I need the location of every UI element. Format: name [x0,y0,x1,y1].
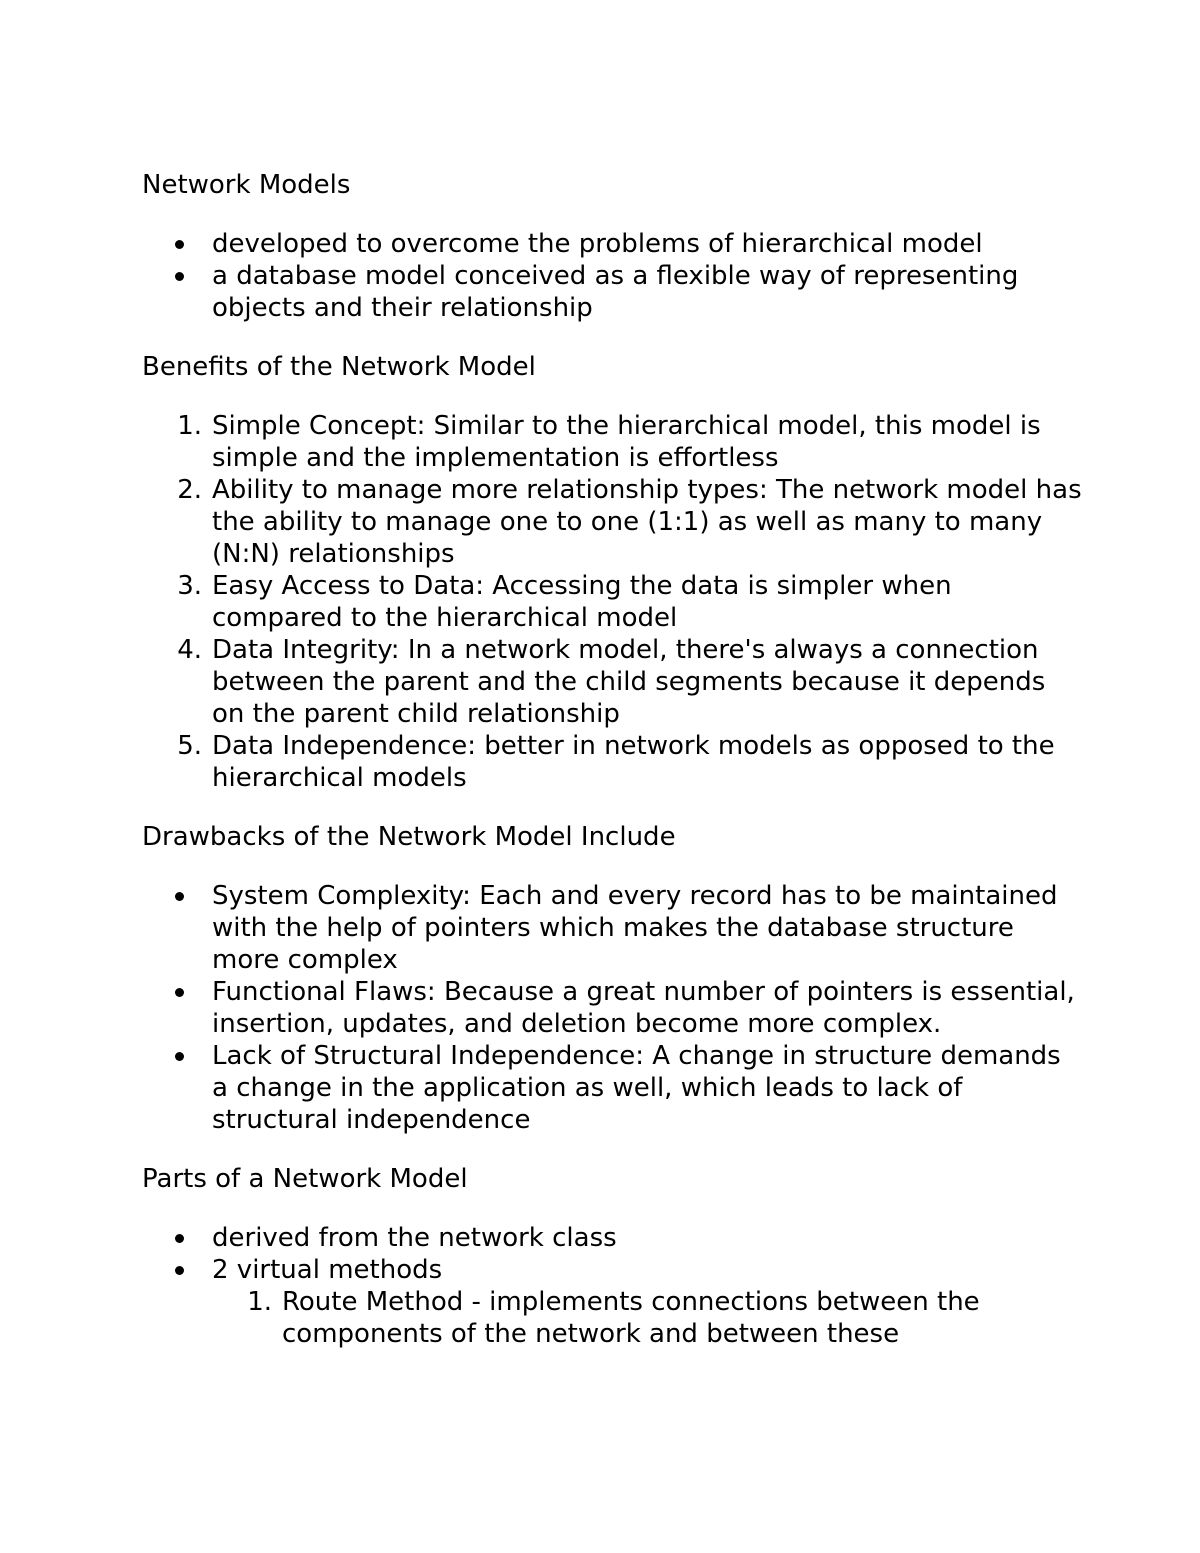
list-item: developed to overcome the problems of hierarchical model [142,228,1082,260]
list-item [142,570,1082,634]
list-item-text: Route Method - implements connections between the components of the network and between these [282,1287,980,1349]
list-number: 1. [177,411,202,441]
list-item-text: Simple Concept: Similar to the hierarchical model, this model is simple and the implementation is effortless [212,411,1041,473]
list-item-text: 2 virtual methods [212,1255,443,1285]
list-item: Functional Flaws: Because a great number of pointers is essential, insertion, updates, and deletion become more complex. [142,976,1082,1040]
list-item: System Complexity: Each and every record has to be maintained with the help of pointers which makes the database structure more complex [142,880,1082,976]
numbered-list [142,410,1082,794]
list-item [142,634,1082,730]
list-item-text: Ability to manage more relationship types: The network model has the ability to manage one to one (1:1) as well as many to many (N:N) relationships [212,475,1082,569]
bullet-list [142,880,1082,1136]
list-item: a database model conceived as a flexible way of representing objects and their relationship [142,260,1082,324]
section-heading-network-models: Network Models [142,170,351,200]
list-number: 3. [177,571,202,601]
list-item-text: Data Independence: better in network models as opposed to the hierarchical models [212,731,1055,793]
bullet-list [142,1222,1082,1350]
list-number: 1. [247,1287,272,1317]
list-number: 4. [177,635,202,665]
list-item: derived from the network class [142,1222,1082,1254]
section-heading-benefits: Benefits of the Network Model [142,352,536,382]
list-item [142,410,1082,474]
list-item-text: Easy Access to Data: Accessing the data is simpler when compared to the hierarchical model [212,571,952,633]
list-item: Lack of Structural Independence: A change in structure demands a change in the application as well, which leads to lack of structural independence [142,1040,1082,1136]
section-heading-drawbacks: Drawbacks of the Network Model Include [142,822,676,852]
list-number: 2. [177,475,202,505]
list-item-text: Data Integrity: In a network model, there's always a connection between the parent and the child segments because it depends on the parent child relationship [212,635,1046,729]
list-item [212,1286,1082,1350]
section-heading-parts: Parts of a Network Model [142,1164,468,1194]
list-item [142,1254,1082,1350]
document-page [142,169,1082,1377]
list-number: 5. [177,731,202,761]
list-item [142,474,1082,570]
bullet-list [142,228,1082,324]
nested-numbered-list [212,1286,1082,1350]
list-item [142,730,1082,794]
